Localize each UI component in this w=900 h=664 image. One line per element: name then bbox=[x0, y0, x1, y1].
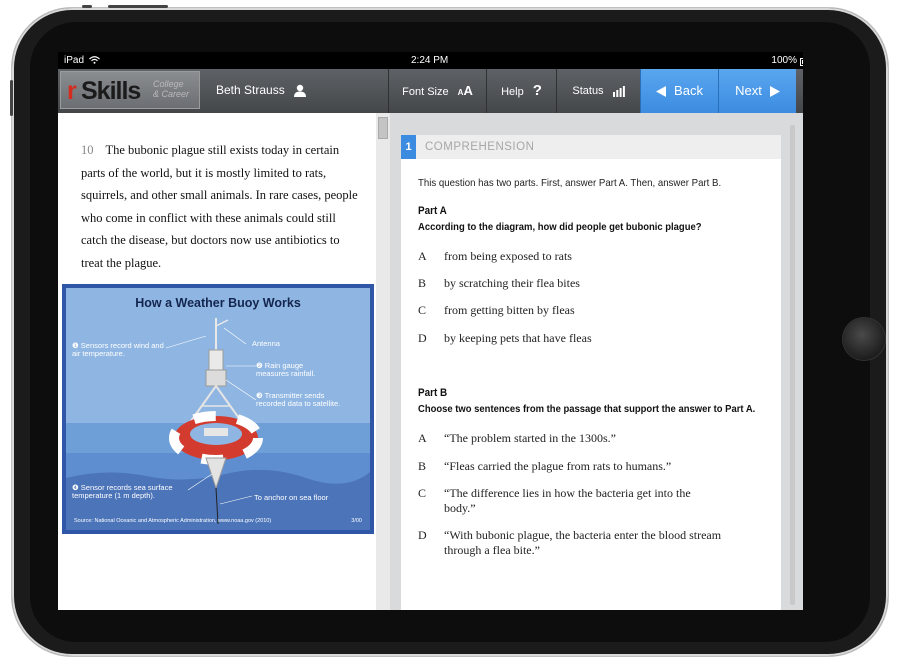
logo-skills: Skills bbox=[81, 77, 141, 105]
label-antenna: Antenna bbox=[252, 339, 280, 348]
paragraph-number: 10 bbox=[81, 143, 94, 157]
top-toolbar bbox=[58, 69, 803, 113]
back-button[interactable]: Back bbox=[640, 69, 718, 113]
device-label: iPad bbox=[64, 55, 100, 66]
passage-pane[interactable] bbox=[58, 113, 376, 610]
wifi-icon bbox=[89, 56, 100, 64]
label-anchor: To anchor on sea floor bbox=[254, 493, 329, 502]
power-button bbox=[82, 5, 92, 8]
status-bar bbox=[58, 52, 803, 69]
part-b-title: Part B bbox=[418, 387, 448, 399]
label-sensors-wind: ❶ Sensors record wind and air temperature. bbox=[72, 341, 164, 358]
question-instructions: This question has two parts. First, answer Part A. Then, answer Part B. bbox=[418, 177, 722, 189]
battery-indicator: 100% bbox=[771, 55, 797, 66]
diagram-canvas bbox=[66, 288, 370, 530]
clock: 2:24 PM bbox=[411, 55, 449, 66]
pane-divider-scrollbar[interactable] bbox=[376, 113, 390, 610]
volume-button bbox=[10, 80, 13, 116]
diagram-page: 3/00 bbox=[351, 518, 362, 524]
rskills-logo bbox=[60, 71, 200, 109]
part-a-title: Part A bbox=[418, 205, 447, 217]
paragraph-text: The bubonic plague still exists today in certain parts of the world, but it is mostly limited to rats, squirrels, and other small animals. In rare cases, people who come in conflict with these animals could still catch the disease, but doctors now use antibiotics to treat the plague. bbox=[81, 143, 358, 270]
label-sea-sensor: ❹ Sensor records sea surface temperature (1 m depth). bbox=[72, 483, 173, 500]
question-type: COMPREHENSION bbox=[425, 141, 535, 153]
part-b-prompt: Choose two sentences from the passage that support the answer to Part A. bbox=[418, 403, 756, 415]
diagram-title: How a Weather Buoy Works bbox=[135, 296, 301, 310]
next-button[interactable]: Next bbox=[718, 69, 796, 113]
logo-r: r bbox=[67, 77, 76, 105]
weather-buoy-diagram bbox=[62, 284, 374, 534]
user-name: Beth Strauss bbox=[216, 83, 306, 97]
question-pane[interactable] bbox=[390, 113, 803, 610]
question-scrollbar[interactable] bbox=[790, 125, 795, 605]
label-transmitter: ❸ Transmitter sends recorded data to satellite. bbox=[256, 391, 341, 408]
font-size-icon: AA bbox=[457, 83, 473, 98]
next-arrow-icon bbox=[770, 86, 780, 97]
user-icon bbox=[294, 84, 306, 97]
home-button[interactable] bbox=[843, 318, 885, 360]
scrollbar-thumb[interactable] bbox=[378, 117, 388, 139]
back-arrow-icon bbox=[656, 86, 666, 97]
font-size-button[interactable]: Font Size AA bbox=[388, 69, 486, 113]
question-header bbox=[401, 135, 781, 159]
help-button[interactable]: Help ? bbox=[486, 69, 556, 113]
status-button[interactable]: Status bbox=[556, 69, 640, 113]
part-a-prompt: According to the diagram, how did people get bubonic plague? bbox=[418, 221, 702, 233]
label-rain-gauge: ❷ Rain gauge measures rainfall. bbox=[256, 361, 316, 378]
ipad-screen bbox=[58, 52, 803, 610]
question-card: 1 COMPREHENSION This question has two parts. First, answer Part A. Then, answer Part B. Part A According to the diagram, how did people get bubonic plague? A from being exposed to rats B by scratching their flea bites C from getting bitten by fleas D by keeping pets that have fleas Part B Choose two sentences from the passage that support the answer to Part A. A “The problem started in the 1300s.” B “Fleas carried the plague from rats to humans.” C “The difference lies in how the bacteria get into the body.” D “With bubonic plague, the bacteria enter the blood stream through a flea bite.” bbox=[401, 135, 781, 610]
passage-paragraph bbox=[81, 139, 361, 274]
power-button-2 bbox=[108, 5, 168, 8]
logo-tagline: College & Career bbox=[153, 79, 190, 99]
diagram-source: Source: National Oceanic and Atmospheric Administration, www.noaa.gov (2010) bbox=[74, 518, 272, 524]
help-icon: ? bbox=[532, 82, 542, 99]
status-bars-icon bbox=[613, 86, 625, 97]
battery-icon bbox=[800, 58, 803, 66]
question-number: 1 bbox=[401, 135, 416, 159]
